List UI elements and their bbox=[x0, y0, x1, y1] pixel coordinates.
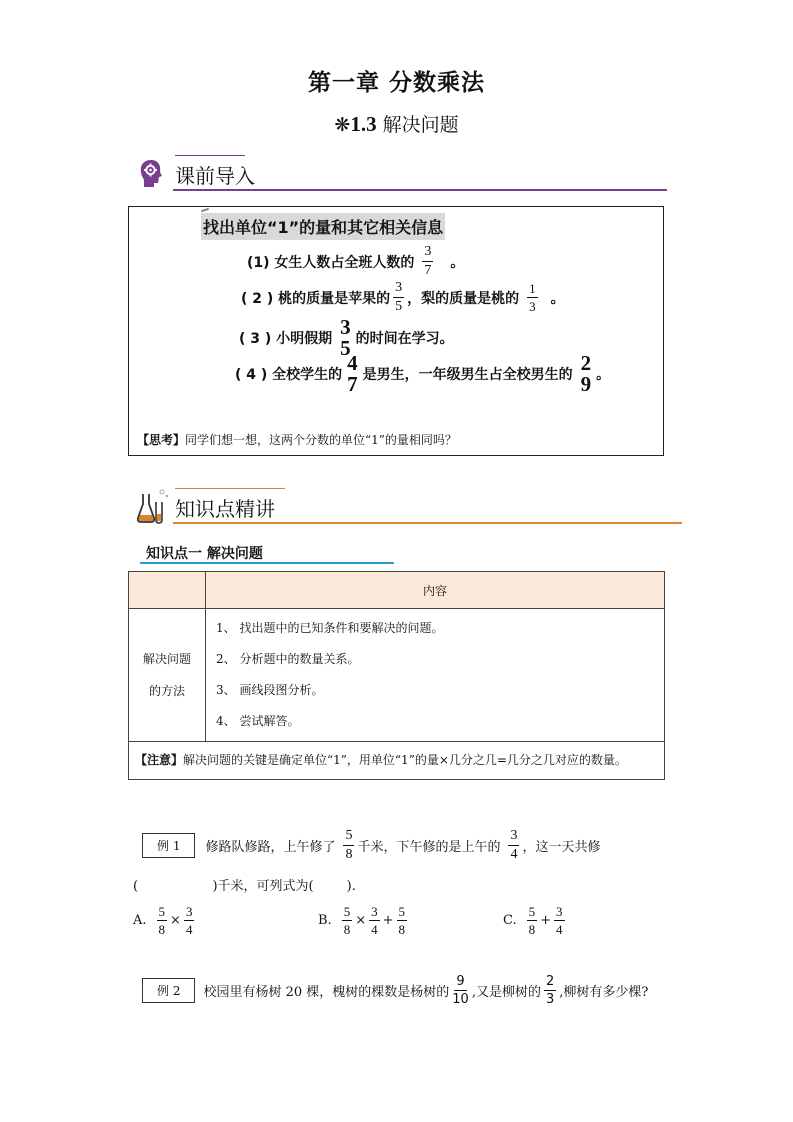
section-heading: 课前导入 bbox=[175, 164, 255, 188]
denominator: 3 bbox=[545, 992, 555, 1007]
section-header-knowledge bbox=[137, 488, 682, 524]
numerator: 3 bbox=[185, 904, 193, 919]
option-c[interactable] bbox=[503, 905, 568, 936]
example-text: 修路队修路，上午修了 bbox=[205, 840, 336, 855]
fraction bbox=[422, 245, 433, 278]
denominator: 9 bbox=[580, 372, 592, 396]
item-text: ( 3 ) 小明假期 bbox=[239, 331, 333, 347]
denominator: 7 bbox=[424, 263, 432, 278]
think-tag: 【思考】 bbox=[137, 433, 186, 447]
item-text: ( 4 ) 全校学生的 bbox=[235, 367, 343, 383]
header-top-rule bbox=[175, 488, 285, 489]
example-text: ,柳树有多少棵? bbox=[559, 985, 649, 1000]
fraction bbox=[452, 975, 469, 1006]
denominator: 8 bbox=[158, 922, 166, 937]
denominator: 8 bbox=[398, 922, 405, 937]
denominator: 10 bbox=[452, 992, 469, 1007]
numerator: 3 bbox=[340, 315, 351, 339]
steps-cell bbox=[206, 609, 665, 742]
denominator: 7 bbox=[347, 372, 358, 396]
numerator: 2 bbox=[580, 351, 592, 375]
fraction bbox=[554, 905, 565, 936]
fraction bbox=[527, 282, 538, 313]
numerator: 5 bbox=[398, 904, 405, 919]
fraction bbox=[342, 905, 353, 936]
numerator: 2 bbox=[545, 974, 555, 989]
item-text: 的时间在学习。 bbox=[355, 331, 454, 347]
denominator: 3 bbox=[529, 299, 536, 314]
fraction bbox=[184, 905, 195, 936]
step-item: 2、 分析题中的数量关系。 bbox=[216, 652, 360, 666]
fraction bbox=[343, 829, 354, 862]
example-text: ,又是柳树的 bbox=[471, 985, 541, 1000]
operator: × bbox=[170, 913, 181, 928]
denominator: 4 bbox=[510, 847, 518, 862]
example-label: 例 1 bbox=[142, 833, 195, 858]
numerator: 5 bbox=[343, 904, 351, 919]
item-text: 。 bbox=[550, 290, 565, 307]
operator: + bbox=[382, 913, 394, 928]
numerator: 1 bbox=[529, 281, 536, 296]
item-text: 。 bbox=[596, 367, 611, 383]
intro-box bbox=[128, 206, 664, 456]
note-cell bbox=[129, 742, 665, 780]
note-text: 解决问题的关键是确定单位“1”，用单位“1”的量×几分之几=几分之几对应的数量。 bbox=[183, 753, 627, 767]
numerator: 5 bbox=[158, 904, 166, 919]
example-2 bbox=[142, 975, 648, 1006]
item-text: (1) 女生人数占全班人数的 bbox=[247, 254, 415, 271]
numerator: 3 bbox=[508, 829, 519, 846]
item-text: 。 bbox=[450, 254, 465, 271]
section-heading: 知识点精讲 bbox=[175, 497, 275, 521]
numerator: 3 bbox=[393, 281, 404, 298]
example-1 bbox=[142, 829, 601, 862]
section-name: 解决问题 bbox=[376, 114, 459, 136]
header-rule bbox=[173, 189, 667, 191]
example-text: 校园里有杨树 20 棵，槐树的棵数是杨树的 bbox=[203, 985, 450, 1000]
example-text: 千米，下午修的是上午的 bbox=[357, 840, 501, 855]
chapter-title: 第一章 分数乘法 bbox=[307, 69, 485, 96]
option-a[interactable] bbox=[133, 905, 197, 936]
knowledge-point-rule bbox=[140, 562, 394, 564]
operator: + bbox=[540, 913, 552, 928]
method-table bbox=[128, 571, 665, 780]
think-prompt bbox=[137, 431, 457, 448]
knowledge-point-title: 知识点一 解决问题 bbox=[146, 546, 263, 562]
option-key: A. bbox=[133, 913, 147, 928]
step-item: 4、 尝试解答。 bbox=[216, 714, 300, 728]
option-key: C. bbox=[503, 913, 517, 928]
option-key: B. bbox=[318, 913, 332, 928]
intro-item-2 bbox=[241, 281, 565, 314]
numerator: 5 bbox=[343, 829, 354, 846]
row-label-line: 的方法 bbox=[148, 684, 185, 698]
numerator: 3 bbox=[422, 245, 433, 262]
section-subtitle bbox=[0, 110, 793, 137]
row-label-line: 解决问题 bbox=[142, 652, 191, 666]
item-text: ( 2 ) 桃的质量是苹果的 bbox=[241, 290, 391, 307]
fraction bbox=[369, 905, 380, 936]
item-text: 是男生，一年级男生占全校男生的 bbox=[362, 367, 573, 383]
fraction bbox=[544, 975, 556, 1006]
section-header-intro bbox=[137, 155, 667, 191]
item-text: ，梨的质量是桃的 bbox=[407, 290, 520, 307]
example-1-blank-line: ( )千米，可列式为( ). bbox=[133, 879, 356, 894]
denominator: 4 bbox=[185, 922, 193, 937]
intro-item-4 bbox=[235, 353, 610, 395]
operator: × bbox=[355, 913, 367, 928]
option-b[interactable] bbox=[318, 905, 410, 936]
intro-item-1 bbox=[247, 245, 464, 278]
denominator: 8 bbox=[343, 922, 351, 937]
example-label: 例 2 bbox=[142, 978, 195, 1003]
row-label-cell bbox=[129, 609, 206, 742]
numerator: 3 bbox=[556, 904, 563, 919]
step-item: 1、 找出题中的已知条件和要解决的问题。 bbox=[216, 621, 444, 635]
numerator: 5 bbox=[528, 904, 536, 919]
table-corner-cell bbox=[129, 572, 206, 609]
numerator: 3 bbox=[371, 904, 378, 919]
fraction bbox=[345, 353, 360, 395]
decor-mark bbox=[201, 208, 209, 213]
head-gear-icon bbox=[137, 157, 169, 189]
numerator: 4 bbox=[347, 351, 358, 375]
denominator: 5 bbox=[395, 299, 403, 314]
step-item: 3、 画线段图分析。 bbox=[216, 683, 324, 697]
note-tag: 【注意】 bbox=[135, 753, 184, 767]
denominator: 5 bbox=[340, 336, 351, 360]
example-text: ，这一天共修 bbox=[522, 840, 601, 855]
fraction bbox=[397, 905, 408, 936]
asterism-symbol: ❋ bbox=[334, 114, 351, 136]
denominator: 8 bbox=[345, 847, 353, 862]
fraction bbox=[508, 829, 519, 862]
header-rule bbox=[173, 522, 682, 524]
fraction bbox=[579, 353, 594, 395]
section-number: 1.3 bbox=[350, 112, 377, 136]
think-text: 同学们想一想，这两个分数的单位“1”的量相同吗？ bbox=[185, 433, 457, 447]
fraction bbox=[393, 281, 404, 314]
numerator: 9 bbox=[456, 974, 465, 989]
denominator: 4 bbox=[556, 922, 563, 937]
fraction bbox=[527, 905, 538, 936]
header-top-rule bbox=[175, 155, 245, 156]
fraction bbox=[157, 905, 168, 936]
flask-icon bbox=[137, 488, 171, 524]
denominator: 8 bbox=[528, 922, 536, 937]
intro-heading: 找出单位“1”的量和其它相关信息 bbox=[201, 213, 445, 240]
denominator: 4 bbox=[371, 922, 378, 937]
table-header-content: 内容 bbox=[206, 572, 665, 609]
